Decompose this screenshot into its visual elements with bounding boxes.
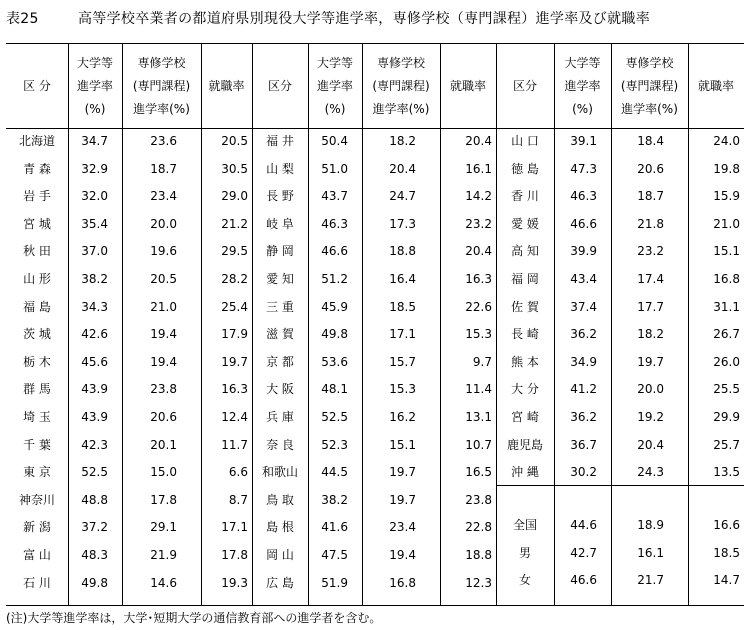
univ-rate-value: 49.8 xyxy=(81,575,108,590)
univ-rate-value: 32.9 xyxy=(81,161,108,176)
employment-rate-value: 15.3 xyxy=(465,327,492,342)
region-name: 鳥 取 xyxy=(266,492,294,507)
employment-rate-value: 24.0 xyxy=(713,134,740,148)
senshu-rate-value: 21.9 xyxy=(150,548,177,562)
region-name: 岐 阜 xyxy=(266,216,294,231)
header-senshu-rate: 専修学校 xyxy=(376,56,425,70)
univ-rate-value: 48.3 xyxy=(81,548,108,562)
region-name: 香 川 xyxy=(511,189,539,204)
region-name: 島 根 xyxy=(266,520,294,535)
employment-rate-value: 20.4 xyxy=(465,244,492,259)
region-name: 福 岡 xyxy=(511,272,539,286)
univ-rate-value: 34.3 xyxy=(81,299,108,314)
employment-rate-value: 29.5 xyxy=(221,244,248,259)
univ-rate-value: 42.6 xyxy=(81,327,108,342)
senshu-rate-value: 24.3 xyxy=(637,465,664,480)
header-univ-rate: (%) xyxy=(84,102,106,116)
senshu-rate-value: 20.0 xyxy=(637,382,664,397)
region-name: 静 岡 xyxy=(266,244,294,259)
header-senshu-rate: (専門課程) xyxy=(372,79,430,93)
region-name: 奈 良 xyxy=(266,437,294,452)
senshu-rate-value: 19.4 xyxy=(150,354,177,369)
senshu-rate-value: 18.5 xyxy=(389,299,416,314)
header-senshu-rate: (専門課程) xyxy=(620,79,679,93)
header-senshu-rate: 専修学校 xyxy=(625,56,674,70)
employment-rate-value: 20.5 xyxy=(221,134,248,148)
header-univ-rate: 進学率 xyxy=(564,79,601,93)
header-senshu-rate: 進学率(%) xyxy=(621,102,678,116)
region-name: 男 xyxy=(518,545,531,560)
region-name: 岡 山 xyxy=(266,548,294,562)
senshu-rate-value: 23.2 xyxy=(637,244,664,259)
employment-rate-value: 13.5 xyxy=(713,465,740,480)
region-name: 福 井 xyxy=(266,134,294,148)
senshu-rate-value: 18.2 xyxy=(637,327,664,342)
senshu-rate-value: 23.4 xyxy=(389,520,416,535)
univ-rate-value: 32.0 xyxy=(81,189,108,204)
employment-rate-value: 21.0 xyxy=(713,216,740,231)
employment-rate-value: 8.7 xyxy=(228,492,248,507)
region-name: 全国 xyxy=(512,518,537,532)
region-name: 茨 城 xyxy=(23,327,51,342)
header-univ-rate: 進学率 xyxy=(76,79,113,93)
header-senshu-rate: (専門課程) xyxy=(132,79,191,93)
region-name: 東 京 xyxy=(23,465,51,480)
univ-rate-value: 44.6 xyxy=(570,518,597,532)
region-name: 兵 庫 xyxy=(266,410,294,424)
header-senshu-rate: 進学率(%) xyxy=(133,102,190,116)
region-name: 岩 手 xyxy=(23,189,51,204)
region-name: 山 梨 xyxy=(266,161,294,176)
senshu-rate-value: 17.7 xyxy=(637,299,664,314)
region-name: 女 xyxy=(518,573,531,588)
employment-rate-value: 16.1 xyxy=(465,161,492,176)
senshu-rate-value: 20.4 xyxy=(637,437,664,452)
senshu-rate-value: 21.7 xyxy=(637,573,664,588)
senshu-rate-value: 20.0 xyxy=(150,216,177,231)
employment-rate-value: 21.2 xyxy=(221,216,248,231)
region-name: 山 口 xyxy=(511,134,539,148)
univ-rate-value: 46.3 xyxy=(570,189,597,204)
employment-rate-value: 16.8 xyxy=(713,272,740,286)
univ-rate-value: 35.4 xyxy=(81,216,108,231)
univ-rate-value: 37.4 xyxy=(570,299,597,314)
region-name: 大 阪 xyxy=(266,382,294,397)
univ-rate-value: 46.6 xyxy=(570,216,597,231)
employment-rate-value: 29.9 xyxy=(713,410,740,424)
senshu-rate-value: 18.9 xyxy=(637,518,664,532)
region-name: 徳 島 xyxy=(511,161,539,176)
univ-rate-value: 43.9 xyxy=(81,382,108,397)
employment-rate-value: 30.5 xyxy=(221,161,248,176)
header-univ-rate: 大学等 xyxy=(316,56,353,70)
senshu-rate-value: 19.7 xyxy=(389,492,416,507)
univ-rate-value: 43.7 xyxy=(321,189,348,204)
header-employment-rate: 就職率 xyxy=(697,79,734,93)
employment-rate-value: 16.3 xyxy=(221,382,248,397)
univ-rate-value: 43.4 xyxy=(570,272,597,286)
senshu-rate-value: 16.2 xyxy=(389,410,416,424)
employment-rate-value: 25.5 xyxy=(713,382,740,397)
employment-rate-value: 19.8 xyxy=(713,161,740,176)
employment-rate-value: 15.9 xyxy=(713,189,740,204)
employment-rate-value: 19.3 xyxy=(221,575,248,590)
region-name: 熊 本 xyxy=(511,354,539,369)
senshu-rate-value: 18.4 xyxy=(637,134,664,148)
univ-rate-value: 50.4 xyxy=(321,134,348,148)
univ-rate-value: 39.9 xyxy=(570,244,597,259)
senshu-rate-value: 20.6 xyxy=(637,161,664,176)
employment-rate-value: 20.4 xyxy=(465,134,492,148)
univ-rate-value: 51.9 xyxy=(321,575,348,590)
region-name: 秋 田 xyxy=(23,244,51,259)
univ-rate-value: 41.6 xyxy=(321,520,348,535)
senshu-rate-value: 18.7 xyxy=(150,161,177,176)
region-name: 宮 崎 xyxy=(511,410,539,424)
region-name: 和歌山 xyxy=(261,465,298,480)
univ-rate-value: 53.6 xyxy=(321,354,348,369)
region-name: 北海道 xyxy=(18,134,55,148)
employment-rate-value: 12.4 xyxy=(221,410,248,424)
employment-rate-value: 31.1 xyxy=(713,299,740,314)
region-name: 長 野 xyxy=(266,189,294,204)
region-name: 佐 賀 xyxy=(511,299,539,314)
table-caption: 高等学校卒業者の都道府県別現役大学等進学率，専修学校（専門課程）進学率及び就職率 xyxy=(78,11,650,27)
employment-rate-value: 6.6 xyxy=(228,465,248,480)
employment-rate-value: 16.5 xyxy=(465,465,492,480)
employment-rate-value: 9.7 xyxy=(472,354,492,369)
senshu-rate-value: 15.0 xyxy=(150,465,177,480)
header-employment-rate: 就職率 xyxy=(449,79,486,93)
senshu-rate-value: 21.0 xyxy=(150,299,177,314)
univ-rate-value: 52.5 xyxy=(321,410,348,424)
employment-rate-value: 17.1 xyxy=(221,520,248,535)
univ-rate-value: 46.6 xyxy=(570,573,597,588)
univ-rate-value: 42.3 xyxy=(81,437,108,452)
employment-rate-value: 28.2 xyxy=(221,272,248,286)
table-title xyxy=(6,8,650,28)
senshu-rate-value: 15.3 xyxy=(389,382,416,397)
region-name: 群 馬 xyxy=(23,382,51,397)
senshu-rate-value: 14.6 xyxy=(150,575,177,590)
employment-rate-value: 17.9 xyxy=(221,327,248,342)
univ-rate-value: 49.8 xyxy=(321,327,348,342)
region-name: 大 分 xyxy=(511,382,539,397)
univ-rate-value: 45.6 xyxy=(81,354,108,369)
region-name: 青 森 xyxy=(23,161,51,176)
region-name: 山 形 xyxy=(23,272,51,286)
senshu-rate-value: 23.4 xyxy=(150,189,177,204)
univ-rate-value: 30.2 xyxy=(570,465,597,480)
header-region: 区分 xyxy=(267,79,292,93)
univ-rate-value: 37.0 xyxy=(81,244,108,259)
univ-rate-value: 36.7 xyxy=(570,437,597,452)
univ-rate-value: 36.2 xyxy=(570,327,597,342)
employment-rate-value: 22.6 xyxy=(465,299,492,314)
univ-rate-value: 47.5 xyxy=(321,548,348,562)
employment-rate-value: 23.8 xyxy=(465,492,492,507)
senshu-rate-value: 19.7 xyxy=(389,465,416,480)
univ-rate-value: 48.1 xyxy=(321,382,348,397)
senshu-rate-value: 23.6 xyxy=(150,134,177,148)
senshu-rate-value: 24.7 xyxy=(389,189,416,204)
univ-rate-value: 43.9 xyxy=(81,410,108,424)
senshu-rate-value: 23.8 xyxy=(150,382,177,397)
employment-rate-value: 19.7 xyxy=(221,354,248,369)
summary-divider xyxy=(496,485,744,486)
employment-rate-value: 26.0 xyxy=(713,354,740,369)
region-name: 愛 知 xyxy=(266,272,294,286)
header-employment-rate: 就職率 xyxy=(208,79,245,93)
senshu-rate-value: 18.8 xyxy=(389,244,416,259)
employment-rate-value: 26.7 xyxy=(713,327,740,342)
univ-rate-value: 48.8 xyxy=(81,492,108,507)
univ-rate-value: 38.2 xyxy=(321,492,348,507)
header-senshu-rate: 専修学校 xyxy=(137,56,186,70)
senshu-rate-value: 17.4 xyxy=(637,272,664,286)
univ-rate-value: 34.7 xyxy=(81,134,108,148)
senshu-rate-value: 17.3 xyxy=(389,216,416,231)
senshu-rate-value: 29.1 xyxy=(150,520,177,535)
header-region: 区分 xyxy=(512,79,537,93)
region-name: 高 知 xyxy=(511,244,539,259)
senshu-rate-value: 19.2 xyxy=(637,410,664,424)
region-name: 栃 木 xyxy=(23,354,51,369)
univ-rate-value: 51.0 xyxy=(321,161,348,176)
header-divider xyxy=(6,128,744,129)
region-name: 愛 媛 xyxy=(511,216,539,231)
univ-rate-value: 34.9 xyxy=(570,354,597,369)
header-univ-rate: 進学率 xyxy=(316,79,353,93)
employment-rate-value: 13.1 xyxy=(465,410,492,424)
senshu-rate-value: 20.6 xyxy=(150,410,177,424)
employment-rate-value: 18.8 xyxy=(465,548,492,562)
senshu-rate-value: 16.1 xyxy=(637,545,664,560)
senshu-rate-value: 19.7 xyxy=(637,354,664,369)
employment-rate-value: 16.3 xyxy=(465,272,492,286)
employment-rate-value: 23.2 xyxy=(465,216,492,231)
senshu-rate-value: 18.2 xyxy=(389,134,416,148)
employment-rate-value: 29.0 xyxy=(221,189,248,204)
senshu-rate-value: 18.7 xyxy=(637,189,664,204)
header-univ-rate: 大学等 xyxy=(76,56,113,70)
univ-rate-value: 47.3 xyxy=(570,161,597,176)
senshu-rate-value: 16.8 xyxy=(389,575,416,590)
employment-rate-value: 17.8 xyxy=(221,548,248,562)
region-name: 新 潟 xyxy=(23,520,51,535)
region-name: 富 山 xyxy=(23,548,51,562)
region-name: 千 葉 xyxy=(23,437,51,452)
employment-rate-value: 18.5 xyxy=(713,545,740,560)
univ-rate-value: 42.7 xyxy=(570,545,597,560)
univ-rate-value: 46.6 xyxy=(321,244,348,259)
univ-rate-value: 37.2 xyxy=(81,520,108,535)
employment-rate-value: 22.8 xyxy=(465,520,492,535)
senshu-rate-value: 16.4 xyxy=(389,272,416,286)
employment-rate-value: 12.3 xyxy=(465,575,492,590)
employment-rate-value: 25.4 xyxy=(221,299,248,314)
univ-rate-value: 52.5 xyxy=(81,465,108,480)
region-name: 石 川 xyxy=(23,575,51,590)
employment-rate-value: 15.1 xyxy=(713,244,740,259)
table-number: 表25 xyxy=(6,11,39,27)
header-senshu-rate: 進学率(%) xyxy=(372,102,430,116)
employment-rate-value: 10.7 xyxy=(465,437,492,452)
employment-rate-value: 14.7 xyxy=(713,573,740,588)
region-name: 埼 玉 xyxy=(23,410,51,424)
senshu-rate-value: 15.1 xyxy=(389,437,416,452)
employment-rate-value: 25.7 xyxy=(713,437,740,452)
region-name: 長 崎 xyxy=(511,327,539,342)
region-name: 沖 縄 xyxy=(511,465,539,480)
univ-rate-value: 52.3 xyxy=(321,437,348,452)
univ-rate-value: 44.5 xyxy=(321,465,348,480)
header-univ-rate: (%) xyxy=(572,102,593,116)
univ-rate-value: 46.3 xyxy=(321,216,348,231)
senshu-rate-value: 17.1 xyxy=(389,327,416,342)
univ-rate-value: 39.1 xyxy=(570,134,597,148)
footnote: (注)大学等進学率は，大学･短期大学の通信教育部への進学者を含む。 xyxy=(6,611,382,625)
region-name: 京 都 xyxy=(266,354,294,369)
univ-rate-value: 45.9 xyxy=(321,299,348,314)
header-univ-rate: (%) xyxy=(324,102,346,116)
senshu-rate-value: 15.7 xyxy=(389,354,416,369)
region-name: 神奈川 xyxy=(18,492,55,507)
header-univ-rate: 大学等 xyxy=(564,56,601,70)
employment-rate-value: 11.4 xyxy=(465,382,492,397)
region-name: 広 島 xyxy=(266,575,294,590)
senshu-rate-value: 17.8 xyxy=(150,492,177,507)
univ-rate-value: 51.2 xyxy=(321,272,348,286)
senshu-rate-value: 21.8 xyxy=(637,216,664,231)
senshu-rate-value: 20.4 xyxy=(389,161,416,176)
senshu-rate-value: 19.6 xyxy=(150,244,177,259)
region-name: 鹿児島 xyxy=(506,437,543,452)
senshu-rate-value: 19.4 xyxy=(389,548,416,562)
region-name: 福 島 xyxy=(23,299,51,314)
senshu-rate-value: 20.5 xyxy=(150,272,177,286)
univ-rate-value: 41.2 xyxy=(570,382,597,397)
statistics-table xyxy=(6,43,744,606)
header-region: 区 分 xyxy=(23,79,51,93)
region-name: 三 重 xyxy=(266,299,294,314)
univ-rate-value: 36.2 xyxy=(570,410,597,424)
senshu-rate-value: 19.4 xyxy=(150,327,177,342)
employment-rate-value: 11.7 xyxy=(221,437,248,452)
univ-rate-value: 38.2 xyxy=(81,272,108,286)
region-name: 宮 城 xyxy=(23,216,51,231)
senshu-rate-value: 20.1 xyxy=(150,437,177,452)
region-name: 滋 賀 xyxy=(266,327,294,342)
employment-rate-value: 16.6 xyxy=(713,518,740,532)
employment-rate-value: 14.2 xyxy=(465,189,492,204)
